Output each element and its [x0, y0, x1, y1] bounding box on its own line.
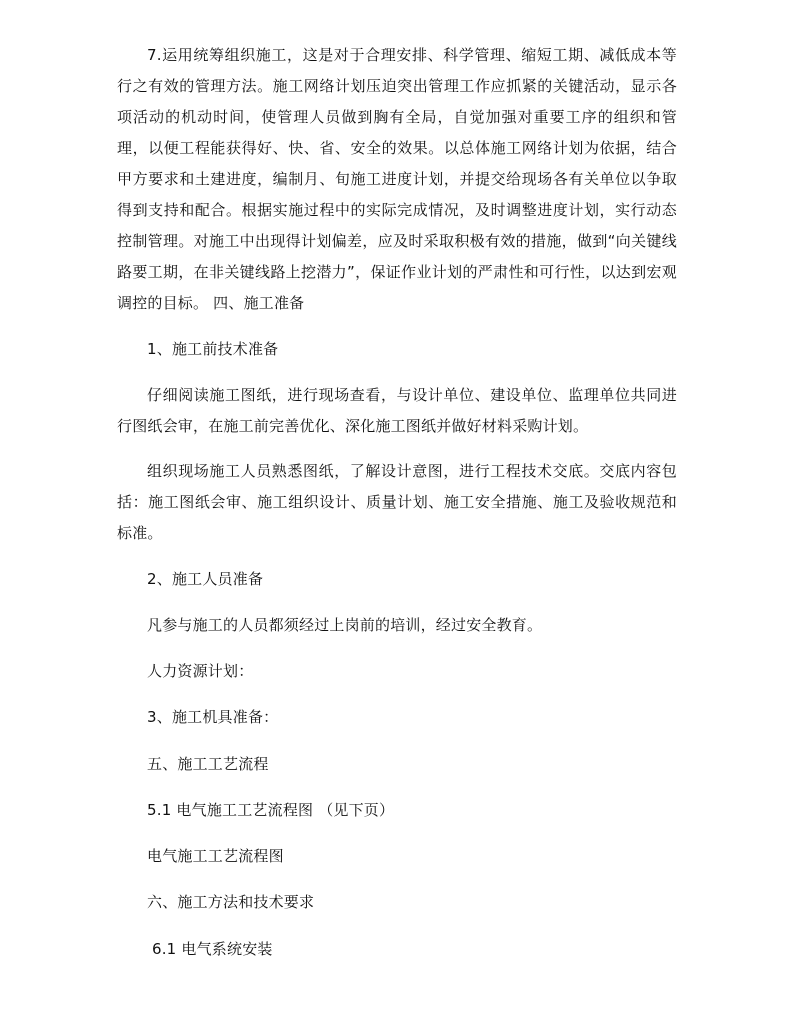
heading-technical-preparation: 1、施工前技术准备 [147, 340, 279, 358]
paragraph-schedule-management: 7.运用统筹组织施工，这是对于合理安排、科学管理、缩短工期、减低成本等行之有效的管理方法。施工网络计划压迫突出管理工作应抓紧的关键活动，显示各项活动的机动时间，使管理人员做到胸有全局，自觉加强对重要工序的组织和管理，以便工程能获得好、快、省、安全的效果。以总体施工网络计划为依据，结合甲方要求和土建进度，编制月、旬施工进度计划，并提交给现场各有关单位以争取得到支持和配合。根据实施过程中的实际完成情况，及时调整进度计划，实行动态控制管理。对施工中出现得计划偏差，应及时采取积极有效的措施，做到“向关键线路要工期，在非关键线路上挖潜力”，保证作业计划的严肃性和可行性，以达到宏观调控的目标。 四、施工准备 [117, 46, 677, 312]
heading-methods-requirements: 六、施工方法和技术要求 [147, 893, 315, 911]
heading-personnel-preparation: 2、施工人员准备 [147, 570, 264, 588]
heading-process-flow: 五、施工工艺流程 [147, 755, 269, 773]
paragraph-training: 凡参与施工的人员都须经过上岗前的培训，经过安全教育。 [147, 616, 543, 634]
heading-electrical-installation: 6.1 电气系统安装 [147, 940, 273, 958]
paragraph-flowchart-title: 电气施工工艺流程图 [147, 847, 284, 865]
paragraph-technical-briefing: 组织现场施工人员熟悉图纸，了解设计意图，进行工程技术交底。交底内容包括：施工图纸会审、施工组织设计、质量计划、施工安全措施、施工及验收规范和标准。 [117, 462, 677, 542]
paragraph-hr-plan: 人力资源计划： [147, 662, 254, 680]
paragraph-flowchart-reference: 5.1 电气施工工艺流程图 （见下页） [147, 801, 395, 819]
heading-equipment-preparation: 3、施工机具准备： [147, 708, 279, 726]
paragraph-drawing-review: 仔细阅读施工图纸，进行现场查看，与设计单位、建设单位、监理单位共同进行图纸会审，在施工前完善优化、深化施工图纸并做好材料采购计划。 [117, 386, 677, 435]
